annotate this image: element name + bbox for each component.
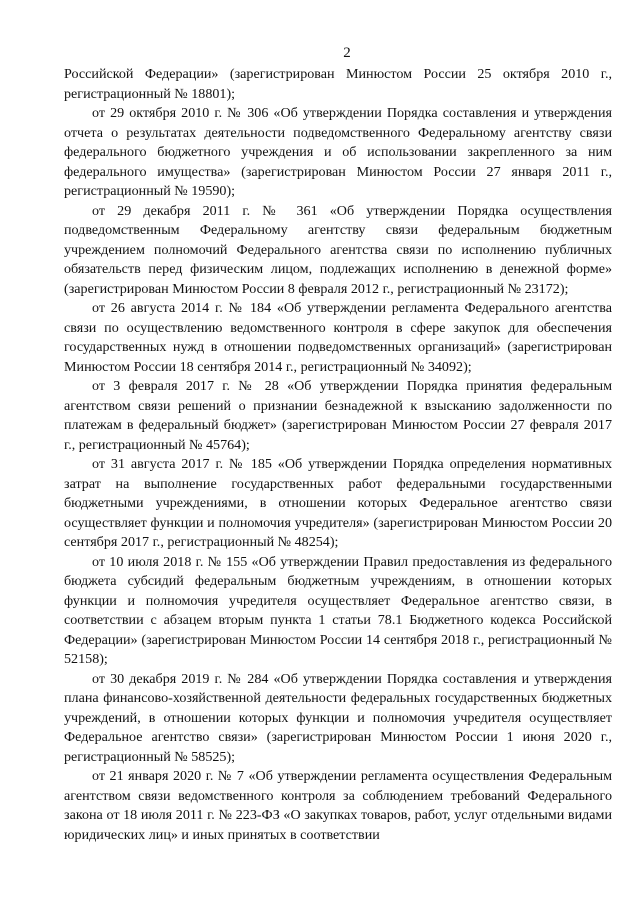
paragraph-continuation: Российской Федерации» (зарегистрирован Минюстом России 25 октября 2010 г., регистрационный № 18801); (64, 66, 612, 102)
paragraph-order-361: от 29 декабря 2011 г. № 361 «Об утверждении Порядка осуществления подведомственным Федеральному агентству связи федеральным бюджетным учреждением полномочий Федерального агентства связи по исполнению публичных обязательств перед физическим лицом, подлежащих исполнению в денежной форме» (зарегистрирован Минюстом России 8 февраля 2012 г., регистрационный № 23172); (64, 202, 612, 297)
paragraph-order-28: от 3 февраля 2017 г. № 28 «Об утверждении Порядка принятия федеральным агентством связи решений о признании безнадежной к взысканию задолженности по платежам в федеральный бюджет» (зарегистрирован Минюстом России 27 февраля 2017 г., регистрационный № 45764); (64, 378, 612, 453)
paragraph-order-306: от 29 октября 2010 г. № 306 «Об утверждении Порядка составления и утверждения отчета о результатах деятельности подведомственного Федеральному агентству связи федерального бюджетного учреждения и об использовании закрепленного за ним федерального имущества» (зарегистрирован Минюстом России 27 января 2011 г., регистрационный № 19590); (64, 105, 612, 199)
page-number: 2 (343, 45, 351, 61)
paragraph-order-7: от 21 января 2020 г. № 7 «Об утверждении регламента осуществления Федеральным агентством связи ведомственного контроля за соблюдением требований Федерального закона от 18 июля 2011 г. № 223-ФЗ «О закупках товаров, работ, услуг отдельными видами юридических лиц» и иных принятых в соответствии (64, 768, 612, 843)
paragraph-order-185: от 31 августа 2017 г. № 185 «Об утверждении Порядка определения нормативных затрат на выполнение государственных работ федеральными государственными бюджетными учреждениями, в отношении которых Федеральное агентство связи осуществляет функции и полномочия учредителя» (зарегистрирован Минюстом России 20 сентября 2017 г., регистрационный № 48254); (64, 456, 612, 550)
paragraph-order-155: от 10 июля 2018 г. № 155 «Об утверждении Правил предоставления из федерального бюджета субсидий федеральным бюджетным учреждениям, в отношении которых функции и полномочия учредителя осуществляет Федеральное агентство связи, в соответствии с абзацем вторым пункта 1 статьи 78.1 Бюджетного кодекса Российской Федерации» (зарегистрирован Минюстом России 14 сентября 2018 г., регистрационный № 52158); (64, 553, 612, 667)
paragraph-order-184: от 26 августа 2014 г. № 184 «Об утверждении регламента Федерального агентства связи по осуществлению ведомственного контроля в сфере закупок для обеспечения государственных нужд в отношении подведомственных организаций» (зарегистрирован Минюстом России 18 сентября 2014 г., регистрационный № 34092); (64, 300, 612, 375)
paragraph-order-284: от 30 декабря 2019 г. № 284 «Об утверждении Порядка составления и утверждения плана финансово-хозяйственной деятельности федеральных государственных бюджетных учреждений, в отношении которых функции и полномочия учредителя осуществляет Федеральное агентство связи» (зарегистрирован Минюстом России 1 июня 2020 г., регистрационный № 58525); (64, 670, 612, 765)
